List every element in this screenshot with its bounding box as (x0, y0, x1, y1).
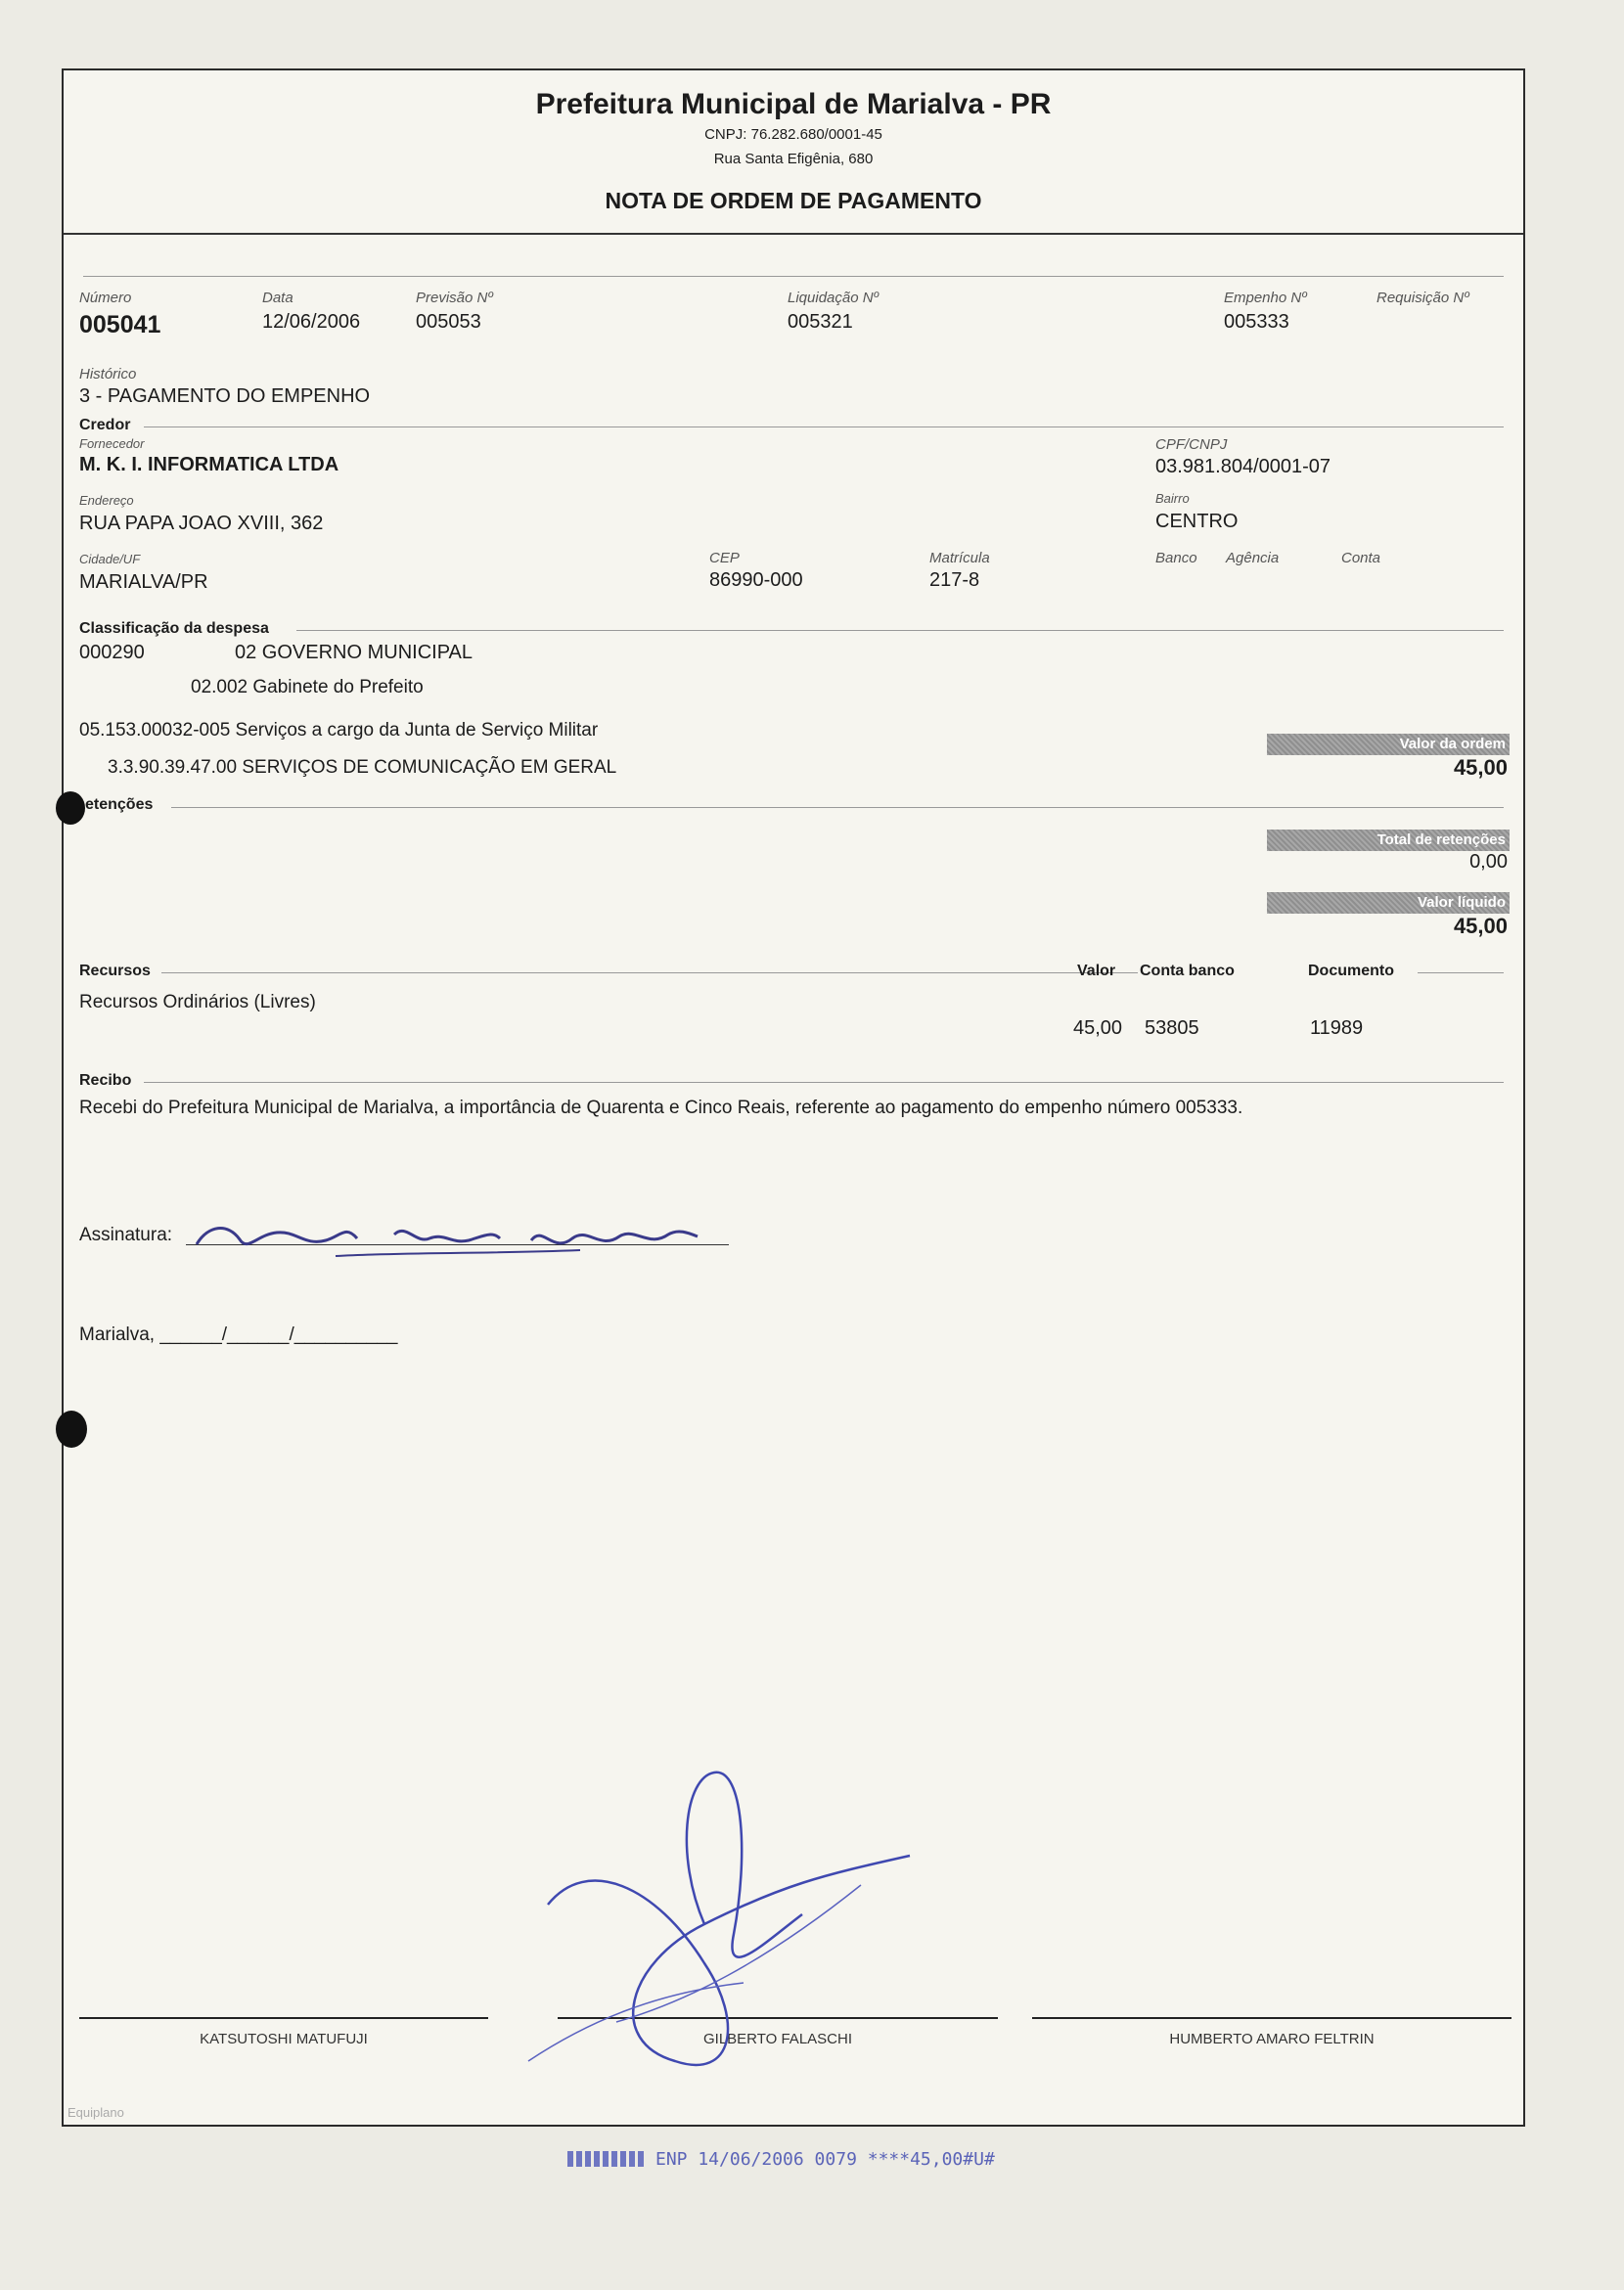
recursos-descricao: Recursos Ordinários (Livres) (79, 992, 316, 1012)
marialva-label: Marialva, (79, 1325, 156, 1345)
bank-stamp-logo (567, 2151, 646, 2167)
credor-section-title: Credor (79, 417, 131, 433)
recursos-valor: 45,00 (1073, 1017, 1123, 1039)
hole-punch-mark (56, 791, 85, 825)
recursos-conta: 53805 (1145, 1017, 1199, 1039)
recursos-section-title: Recursos (79, 963, 151, 979)
header-title: Prefeitura Municipal de Marialva - PR (535, 88, 1052, 120)
date-blank-lines: ______/______/__________ (159, 1325, 398, 1345)
valor-ordem-value: 45,00 (1453, 755, 1508, 780)
numero-label: Número (79, 290, 132, 306)
historico-value: 3 - PAGAMENTO DO EMPENHO (79, 385, 371, 407)
previsao-value: 005053 (416, 311, 481, 333)
empenho-value: 005333 (1224, 311, 1289, 333)
header-cnpj: CNPJ: 76.282.680/0001-45 (704, 126, 882, 143)
liquidacao-label: Liquidação Nº (788, 290, 880, 306)
fornecedor-value: M. K. I. INFORMATICA LTDA (79, 454, 339, 475)
recibo-rule (144, 1082, 1504, 1083)
matricula-value: 217-8 (929, 569, 980, 591)
valor-liquido-value: 45,00 (1453, 914, 1508, 938)
requisicao-label: Requisição Nº (1376, 290, 1469, 306)
marialva-date-label (79, 1325, 397, 1346)
endereco-label: Endereço (79, 493, 134, 508)
cidade-value: MARIALVA/PR (79, 571, 208, 593)
data-label: Data (262, 290, 293, 306)
cidade-label: Cidade/UF (79, 552, 141, 566)
retencoes-rule (171, 807, 1504, 808)
endereco-value: RUA PAPA JOAO XVIII, 362 (79, 513, 324, 534)
signature-line-3 (1032, 2017, 1511, 2019)
hole-punch-mark-2 (56, 1411, 87, 1448)
official-signature (509, 1768, 920, 2081)
top-rule (83, 276, 1504, 277)
liquidacao-value: 005321 (788, 311, 853, 333)
classificacao-unidade: 02.002 Gabinete do Prefeito (191, 677, 424, 697)
bairro-label: Bairro (1155, 491, 1190, 506)
bairro-value: CENTRO (1155, 511, 1239, 532)
data-value: 12/06/2006 (262, 311, 361, 333)
valor-liquido-label: Valor líquido (1267, 892, 1510, 914)
recursos-documento: 11989 (1310, 1017, 1364, 1039)
signature-line-1 (79, 2017, 488, 2019)
signatory-2: GILBERTO FALASCHI (703, 2031, 852, 2047)
empenho-label: Empenho Nº (1224, 290, 1307, 306)
recipient-signature (189, 1195, 717, 1283)
recibo-section-title: Recibo (79, 1072, 132, 1089)
recursos-header-gap (1126, 972, 1138, 973)
recursos-documento-header: Documento (1308, 963, 1394, 979)
classificacao-funcional: 05.153.00032-005 Serviços a cargo da Junta de Serviço Militar (79, 720, 599, 741)
document-title: NOTA DE ORDEM DE PAGAMENTO (605, 188, 982, 213)
signatory-1: KATSUTOSHI MATUFUJI (200, 2031, 368, 2047)
previsao-label: Previsão Nº (416, 290, 493, 306)
cpf-value: 03.981.804/0001-07 (1155, 456, 1331, 477)
valor-ordem-label: Valor da ordem (1267, 734, 1510, 755)
recursos-conta-header: Conta banco (1140, 963, 1235, 979)
recursos-header-tail (1418, 972, 1504, 973)
matricula-label: Matrícula (929, 550, 990, 566)
header-address: Rua Santa Efigênia, 680 (713, 151, 874, 167)
total-retencoes-value: 0,00 (1469, 851, 1508, 873)
classificacao-elemento: 3.3.90.39.47.00 SERVIÇOS DE COMUNICAÇÃO EM GERAL (108, 757, 617, 778)
bank-stamp: ENP 14/06/2006 0079 ****45,00#U# (655, 2149, 995, 2170)
cep-value: 86990-000 (709, 569, 803, 591)
cpf-label: CPF/CNPJ (1155, 436, 1228, 453)
recursos-valor-header: Valor (1077, 963, 1116, 979)
payment-order-document (62, 68, 1525, 2127)
classificacao-section-title: Classificação da despesa (79, 620, 269, 637)
recibo-text: Recebi do Prefeitura Municipal de Marialva, a importância de Quarenta e Cinco Reais, referente ao pagamento do empenho número 005333. (79, 1098, 1243, 1118)
assinatura-label: Assinatura: (79, 1225, 173, 1245)
agencia-label: Agência (1226, 550, 1280, 566)
conta-label: Conta (1341, 550, 1381, 566)
recursos-rule (161, 972, 1128, 973)
retencoes-section-title: etenções (85, 796, 154, 813)
numero-value: 005041 (79, 311, 161, 338)
fornecedor-label: Fornecedor (79, 436, 145, 451)
historico-label: Histórico (79, 366, 137, 382)
classificacao-orgao: 02 GOVERNO MUNICIPAL (235, 642, 474, 663)
equiplano-label: Equiplano (68, 2105, 124, 2120)
total-retencoes-label: Total de retenções (1267, 830, 1510, 851)
banco-label: Banco (1155, 550, 1197, 566)
header-divider (64, 233, 1523, 235)
cep-label: CEP (709, 550, 740, 566)
classificacao-rule (296, 630, 1504, 631)
classificacao-code: 000290 (79, 642, 145, 663)
signatory-3: HUMBERTO AMARO FELTRIN (1169, 2031, 1375, 2047)
